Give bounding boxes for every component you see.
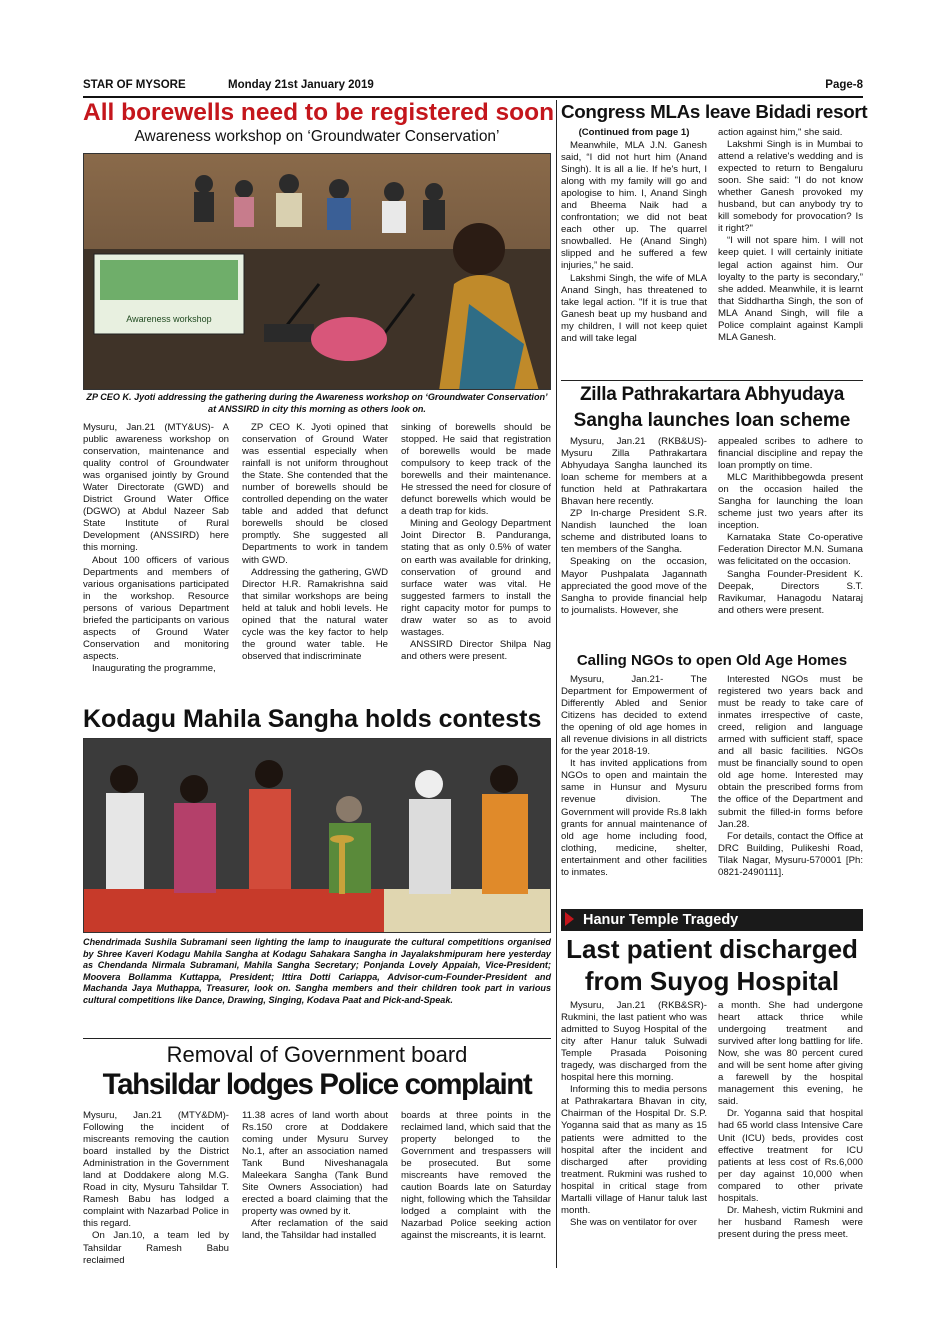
zilla-c2-p3: Karnataka State Co-operative Federation Director M.N. Sumana was felicitated on the occasion. bbox=[718, 532, 863, 568]
hanur-c2-p2: Dr. Yoganna said that hospital had 65 world class Intensive Care Unit (ICU) beds, provides cost effective treatment for ICU patients at less cost of Rs.6,000 per day against 10,000 when compared to other private hospitals. bbox=[718, 1108, 863, 1204]
hanur-c1-p2: Informing this to media persons at Pathrakartara Bhavan in city, Chairman of the Hospital Dr. S.P. Yoganna said that as many as 15 patients were admitted to the hospital after the incident and discharged after providing treatment. Rukmini was rushed to hospital in critical stage from Martalli village of Hanur taluk last month. bbox=[561, 1084, 707, 1216]
paper-name: STAR OF MYSORE bbox=[83, 79, 186, 91]
borewells-c3-p2: Mining and Geology Department Joint Director B. Panduranga, stating that as only 0.5% of water on earth was available for drinking, conservation of ground and surface water was vital. He suggested farmers to install the right capacity motor for pumps to draw water so as to avoid wastages. bbox=[401, 518, 551, 638]
hanur-c1-p3: She was on ventilator for over bbox=[570, 1216, 697, 1228]
zilla-headline-line2: Sangha launches loan scheme bbox=[573, 410, 851, 431]
tahsildar-c1-p2: On Jan.10, a team led by Tahsildar Ramesh Babu reclaimed bbox=[83, 1230, 229, 1265]
congress-c2-p2: Lakshmi Singh is in Mumbai to attend a relative's wedding and is expected to return to Bengaluru soon. She said: "I do not know whether Ganesh provoked my husband, but can anybody try to kill somebody for provocation? Is it right?" bbox=[718, 139, 863, 235]
hanur-headline-line1: Last patient discharged bbox=[566, 934, 858, 964]
congress-headline: Congress MLAs leave Bidadi resort bbox=[561, 101, 868, 122]
congress-c1-p1: Meanwhile, MLA J.N. Ganesh said, “I did not hurt him (Anand Singh). It is all a lie. If he's hurt, I along with my family will go and apologise to him. I, Anand Singh and Bheema Naik had a confrontation; we did not beat each other up. The quarrel snowballed. He (Anand Singh) slipped and he suffered a few injuries,” he said. bbox=[561, 140, 707, 272]
borewells-c1-p2: About 100 officers of various Departments and members of various organisations participated in the workshop. Resource persons of various Department briefed the participants on various aspects of Ground Water Conservation and monitoring aspects. bbox=[83, 554, 229, 662]
zilla-c1-p1: Mysuru, Jan.21 (RKB&US)- Mysuru Zilla Pathrakartara Abhyudaya Sangha launched its loan scheme for members at a function held at Pathrakartara Bhavan here recently. bbox=[561, 436, 707, 508]
hanur-tag: Hanur Temple Tragedy bbox=[583, 912, 739, 928]
borewells-subhead: Awareness workshop on ‘Groundwater Conservation’ bbox=[134, 128, 500, 145]
ngos-headline: Calling NGOs to open Old Age Homes bbox=[576, 652, 848, 669]
hanur-column-2 bbox=[718, 1000, 863, 1266]
masthead bbox=[83, 79, 863, 95]
zilla-column-2 bbox=[718, 436, 863, 648]
tahsildar-kicker: Removal of Government board bbox=[166, 1042, 468, 1067]
zilla-c1-p3: Speaking on the occasion, Mayor Pushpalata Jagannath appreciated the good move of the Sangha to provide financial help to journalists. However, she bbox=[561, 556, 707, 616]
tahsildar-column-3 bbox=[401, 1110, 551, 1265]
workshop-photo bbox=[83, 153, 551, 390]
page-number: Page-8 bbox=[825, 79, 863, 91]
borewells-c3-p1: sinking of borewells should be stopped. He said that registration of borewells would be made compulsory to keep track of the borewells and their maintenance. He stressed the need for closure of defunct borewells which would be a death trap for kids. bbox=[401, 422, 551, 518]
congress-continued: (Continued from page 1) bbox=[578, 127, 690, 138]
tahsildar-headline: Tahsildar lodges Police complaint bbox=[102, 1068, 532, 1101]
zilla-c2-p1: appealed scribes to adhere to financial discipline and repay the loan promptly on time. bbox=[718, 436, 863, 472]
slide-label: Awareness workshop bbox=[126, 314, 212, 324]
hanur-c2-p3: Dr. Mahesh, victim Rukmini and her husband Ramesh were present during the press meet. bbox=[718, 1204, 863, 1240]
issue-date: Monday 21st January 2019 bbox=[228, 79, 374, 91]
ngos-c2-p2: For details, contact the Office at DRC Building, Pulikeshi Road, Tilak Nagar, Mysuru-570001 [Ph: 0821-2490111]. bbox=[718, 830, 863, 878]
tahsildar-column-2 bbox=[242, 1110, 388, 1265]
hanur-column-1 bbox=[561, 1000, 707, 1266]
congress-rule bbox=[561, 380, 863, 381]
kodagu-rule bbox=[83, 1038, 551, 1039]
kodagu-headline: Kodagu Mahila Sangha holds contests bbox=[83, 705, 542, 733]
congress-c2-p3: “I will not spare him. I will not keep quiet. I will certainly initiate legal action against him. Our loyalty to the party is secondary,” she added. Meanwhile, it is learnt that Siddhartha Singh, the son of MLA Anand Singh, will file a Police complaint against Kampli MLA Ganesh. bbox=[718, 235, 863, 343]
zilla-headline-line1: Zilla Pathrakartara Abhyudaya bbox=[579, 384, 845, 405]
kodagu-photo-illustration bbox=[84, 739, 551, 933]
ngos-c1-p2: It has invited applications from NGOs to open and maintain the same in Hunsur and Mysuru revenue division. The Government will provide Rs.8 lakh grants for annual maintenance of old age home including food, clothing, medicine, shelter, entertainment and other facilities to inmates. bbox=[561, 758, 707, 878]
congress-column-2 bbox=[718, 127, 863, 378]
borewells-column-1 bbox=[83, 422, 229, 704]
kodagu-caption: Chendrimada Sushila Subramani seen lighting the lamp to inaugurate the cultural competitions organised by Shree Kaveri Kodagu Mahila Sangha at Kodagu Sahakara Sangha in Jayalakshmipuram here yesterday as Chendanda Nirmala Subramani, Mahila Sangha Secretary; Ponjanda Lovely Appaiah, Vice-President; Moovera Bollamma Kuttappa, President; Ittira Dotti Cariappa, Advisor-cum-Founder-President and Machanda Jaya Muthappa, Treasurer, look on. Sangha members and their children took part in various cultural competitions like Dance, Drawing, Singing, Kodava Paat and Pick-and-Speak. bbox=[83, 937, 551, 1005]
borewells-headline: All borewells need to be registered soon bbox=[83, 99, 555, 126]
tahsildar-column-1 bbox=[83, 1110, 229, 1265]
ngos-c2-p1: Interested NGOs must be registered two years back and must be ready to take care of inmates irrespective of caste, creed, religion and language armed with sufficient staff, space and all basic facilities. NGOs must be financially sound to open old age home. Interested may obtain the prescribed forms from the office of the Department and submit the filled-in forms before Jan.28. bbox=[718, 674, 863, 830]
ngos-column-1 bbox=[561, 674, 707, 900]
tahsildar-c1-p1: Mysuru, Jan.21 (MTY&DM)- Following the incident of miscreants removing the caution board installed by the District Administration in the Government land at Doddakere along M.G. Road in city, Mysuru Tahsildar T. Ramesh Babu has lodged a complaint with Nazarbad Police in this regard. bbox=[83, 1110, 229, 1230]
hanur-c2-p1: a month. She had undergone heart attack thrice while undergoing treatment and survived after long battling for life. Now, she was 80 percent cured and will be sent home after giving a farewell by the hospital management this evening, he said. bbox=[718, 1000, 863, 1108]
hanur-headline-line2: from Suyog Hospital bbox=[584, 966, 840, 996]
kodagu-photo bbox=[83, 738, 551, 933]
borewells-c3-p3: ANSSIRD Director Shilpa Nag and others were present. bbox=[401, 638, 551, 662]
tahsildar-c2-p1: 11.38 acres of land worth about Rs.150 crore at Doddakere coming under Mysuru Survey No.1, after an association named Tank Bund Niveshanagala Maleekara Sangha (Tank Bund Site Owners Association) had erected a board claiming that the property was owned by it. bbox=[242, 1110, 388, 1218]
hanur-tag-bar bbox=[561, 909, 863, 931]
zilla-c1-p2: ZP In-charge President S.R. Nandish launched the loan scheme and distributed loans to ten members of the Sangha. bbox=[561, 508, 707, 556]
ngos-column-2 bbox=[718, 674, 863, 900]
borewells-c1-p1: Mysuru, Jan.21 (MTY&US)- A public awareness workshop on conservation, maintenance and quality control of Groundwater was organised jointly by Ground Water Directorate (GWD) and District Ground Water Office (DGWO) at Abdul Nazeer Sab State Institute of Rural Development (ANSSIRD) here this morning. bbox=[83, 422, 229, 554]
borewells-c1-p3: Inaugurating the programme, bbox=[92, 662, 216, 674]
workshop-caption: ZP CEO K. Jyoti addressing the gathering during the Awareness workshop on ‘Groundwater Conservation’ at ANSSIRD in city this morning as others look on. bbox=[86, 392, 548, 414]
borewells-column-3 bbox=[401, 422, 551, 704]
borewells-column-2 bbox=[242, 422, 388, 704]
zilla-column-1 bbox=[561, 436, 707, 648]
hanur-c1-p1: Mysuru, Jan.21 (RKB&SR)- Rukmini, the last patient who was admitted to Suyog Hospital of the city after Hanur taluk Sulwadi Temple Prasada Poisoning tragedy, was discharged from the hospital here this morning. bbox=[561, 1000, 707, 1084]
borewells-c2-p2: Addressing the gathering, GWD Director H.R. Ramakrishna said that similar workshops are being held at taluk and hobli levels. He opined that the natural water cycle was the key factor to help the ground water table. He observed that indiscriminate bbox=[242, 566, 388, 662]
tahsildar-c2-p2: After reclamation of the said land, the Tahsildar had installed bbox=[242, 1218, 388, 1242]
ngos-c1-p1: Mysuru, Jan.21- The Department for Empowerment of Differently Abled and Senior Citizens has decided to extend the opening of old age homes in all revenue divisions in all districts for the year 2018-19. bbox=[561, 674, 707, 758]
flag-icon bbox=[565, 912, 574, 926]
borewells-c2-p1: ZP CEO K. Jyoti opined that conservation of Ground Water was essential especially when rainfall is not uniform throughout the State. She contended that the number of borewells should be controlled depending on the water table and added that defunct borewells should be closed promptly. She suggested all Departments to work in tandem with GWD. bbox=[242, 422, 388, 566]
zilla-c2-p2: MLC Marithibbegowda present on the occasion hailed the Sangha for launching the loan scheme just two years after its inception. bbox=[718, 472, 863, 532]
masthead-rule bbox=[83, 96, 863, 98]
zilla-c2-p4: Sangha Founder-President K. Deepak, Directors S.T. Ravikumar, Hanagodu Nataraj and others were present. bbox=[718, 568, 863, 616]
congress-c1-p2: Lakshmi Singh, the wife of MLA Anand Singh, has threatened to take legal action. "If it is true that Ganesh beat up my husband and my children, I will not keep quiet and will take legal bbox=[561, 272, 707, 344]
tahsildar-c3-p1: boards at three points in the reclaimed land, which said that the property belonged to the Government and trespassers will be prosecuted. But some miscreants have removed the caution Boards late on Saturday night, following which the Tahsildar lodged a complaint with the Nazarbad Police seeking action against the miscreants, it is learnt. bbox=[401, 1110, 551, 1242]
column-divider bbox=[556, 100, 557, 1268]
workshop-photo-illustration bbox=[84, 154, 551, 390]
congress-c2-p1: action against him," she said. bbox=[718, 127, 843, 138]
congress-column-1 bbox=[561, 140, 707, 378]
